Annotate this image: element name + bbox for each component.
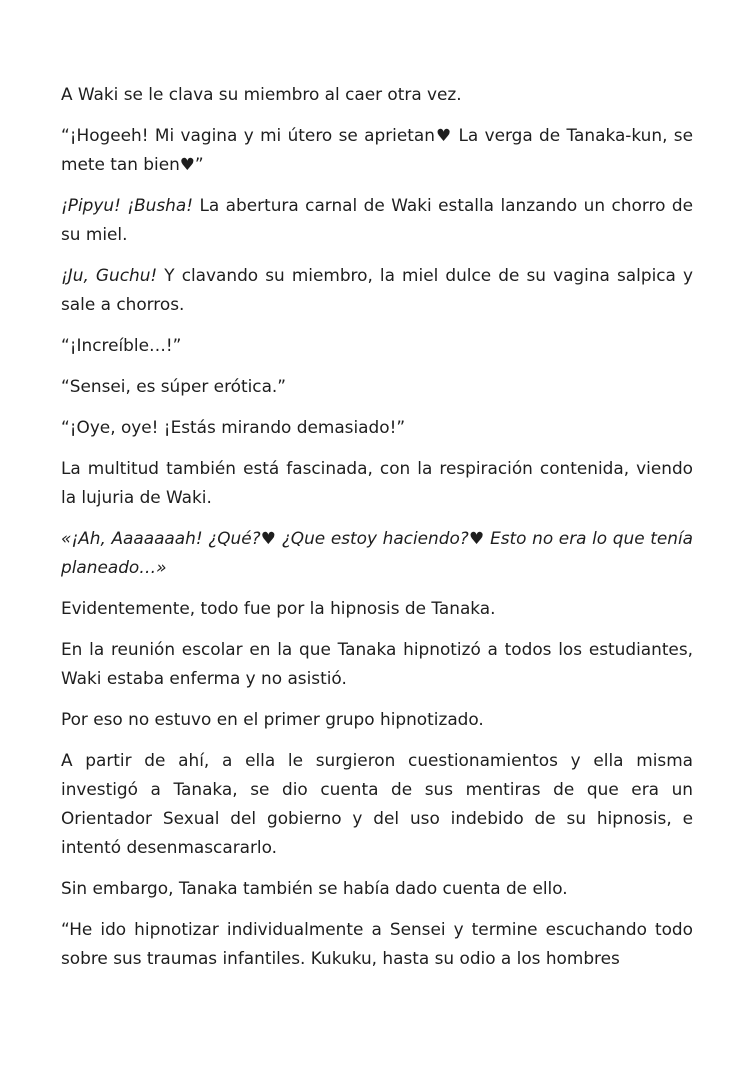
paragraph: A Waki se le clava su miembro al caer otra vez. — [61, 84, 462, 104]
paragraph — [61, 191, 693, 249]
paragraph-text: La abertura carnal de Waki estalla lanzando un chorro de su miel. — [61, 195, 693, 244]
paragraph: “¡Increíble…!” — [61, 335, 182, 355]
paragraph: “Sensei, es súper erótica.” — [61, 376, 287, 396]
paragraph: Por eso no estuvo en el primer grupo hipnotizado. — [61, 709, 484, 729]
paragraph: “He ido hipnotizar individualmente a Sensei y termine escuchando todo sobre sus traumas infantiles. Kukuku, hasta su odio a los hombres — [61, 919, 693, 968]
thought-paragraph: «¡Ah, Aaaaaaah! ¿Qué?♥ ¿Que estoy haciendo?♥ Esto no era lo que tenía planeado…» — [61, 528, 693, 577]
paragraph: La multitud también está fascinada, con la respiración contenida, viendo la lujuria de Waki. — [61, 458, 693, 507]
paragraph: “¡Oye, oye! ¡Estás mirando demasiado!” — [61, 417, 406, 437]
paragraph: En la reunión escolar en la que Tanaka hipnotizó a todos los estudiantes, Waki estaba enferma y no asistió. — [61, 639, 693, 688]
paragraph — [61, 261, 693, 319]
sound-effect: ¡Ju, Guchu! — [61, 265, 158, 285]
paragraph: Evidentemente, todo fue por la hipnosis de Tanaka. — [61, 598, 496, 618]
paragraph: “¡Hogeeh! Mi vagina y mi útero se aprietan♥ La verga de Tanaka-kun, se mete tan bien♥” — [61, 125, 693, 174]
paragraph-text: Y clavando su miembro, la miel dulce de su vagina salpica y sale a chorros. — [61, 265, 693, 314]
sound-effect: ¡Pipyu! ¡Busha! — [61, 195, 193, 215]
page-text — [61, 80, 693, 985]
paragraph: A partir de ahí, a ella le surgieron cuestionamientos y ella misma investigó a Tanaka, se dio cuenta de sus mentiras de que era un Orientador Sexual del gobierno y del uso indebido de su hipnosis, e intentó desenmascararlo. — [61, 750, 693, 857]
paragraph: Sin embargo, Tanaka también se había dado cuenta de ello. — [61, 878, 568, 898]
